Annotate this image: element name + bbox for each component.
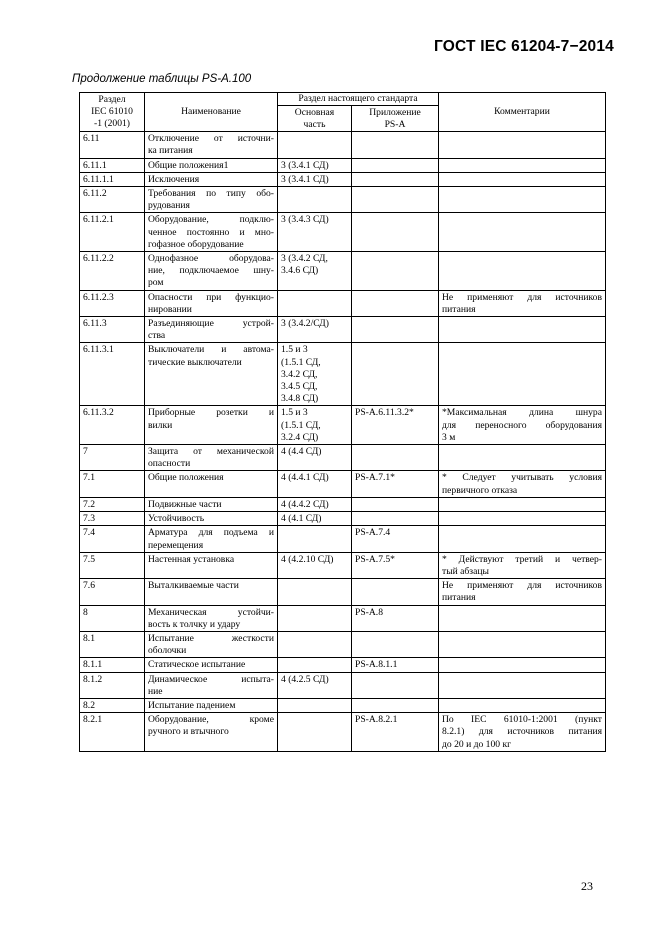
main-part-cell xyxy=(278,631,352,657)
name-cell xyxy=(145,512,278,526)
main-part-cell xyxy=(278,187,352,213)
main-part-cell-line: 4 (4.1 СД) xyxy=(281,513,322,525)
name-cell-line: Оборудование, кроме xyxy=(148,714,274,726)
annex-cell xyxy=(352,713,439,752)
name-cell xyxy=(145,526,278,552)
name-cell-line: вость к толчку и удару xyxy=(148,618,241,630)
name-cell-line: Арматура для подъема и xyxy=(148,527,274,539)
annex-cell xyxy=(352,317,439,343)
name-cell-line: Общие положения1 xyxy=(148,159,229,171)
main-part-cell-line: 3.4.2 СД, xyxy=(281,368,318,380)
main-part-cell-line: 4 (4.4.1 СД) xyxy=(281,472,329,484)
comment-cell xyxy=(439,406,606,445)
main-part-cell xyxy=(278,512,352,526)
name-cell-line: Приборные розетки и xyxy=(148,407,274,419)
name-cell xyxy=(145,658,278,672)
name-cell-line: Оборудование, подклю- xyxy=(148,214,274,226)
name-cell xyxy=(145,698,278,712)
name-cell-line: Защита от механической xyxy=(148,446,274,458)
section-cell-line: 7.6 xyxy=(83,580,95,592)
name-cell-line: Настенная установка xyxy=(148,553,235,565)
main-part-cell xyxy=(278,605,352,631)
table-row xyxy=(80,132,606,158)
section-cell-line: 6.11.3.1 xyxy=(83,344,114,356)
section-cell-line: 7.3 xyxy=(83,513,95,525)
annex-cell xyxy=(352,445,439,471)
section-cell xyxy=(80,512,145,526)
name-cell-line: гофазное оборудование xyxy=(148,238,244,250)
table-row xyxy=(80,631,606,657)
main-part-cell xyxy=(278,445,352,471)
main-part-cell-line: 4 (4.2.5 СД) xyxy=(281,673,329,685)
comment-cell xyxy=(439,158,606,172)
section-cell xyxy=(80,698,145,712)
header-annex: Приложение PS-A xyxy=(352,106,439,132)
section-cell-line: 8.1 xyxy=(83,632,95,644)
comment-cell-line: * Следует учитывать условия xyxy=(442,472,602,484)
table-row xyxy=(80,252,606,291)
name-cell xyxy=(145,343,278,406)
main-part-cell-line: 3 (3.4.1 СД) xyxy=(281,159,329,171)
section-cell xyxy=(80,552,145,578)
name-cell xyxy=(145,406,278,445)
header-standard-section-group: Раздел настоящего стандарта xyxy=(278,93,439,106)
section-cell-line: 6.11.1.1 xyxy=(83,173,114,185)
name-cell-line: рудования xyxy=(148,200,190,212)
section-cell-line: 7.1 xyxy=(83,472,95,484)
main-part-cell xyxy=(278,497,352,511)
comment-cell-line: * Действуют третий и четвер- xyxy=(442,553,602,565)
table-row xyxy=(80,526,606,552)
section-cell xyxy=(80,290,145,316)
annex-cell xyxy=(352,187,439,213)
main-part-cell-line: 4 (4.4 СД) xyxy=(281,446,322,458)
table-row xyxy=(80,406,606,445)
section-cell xyxy=(80,343,145,406)
name-cell xyxy=(145,672,278,698)
section-cell xyxy=(80,471,145,497)
table-body xyxy=(80,132,606,752)
table-row xyxy=(80,552,606,578)
section-cell xyxy=(80,579,145,605)
main-part-cell-line: 3 (3.4.1 СД) xyxy=(281,173,329,185)
comment-cell-line: первичного отказа xyxy=(442,484,518,496)
main-part-cell-line: (1.5.1 СД, xyxy=(281,356,321,368)
main-part-cell xyxy=(278,658,352,672)
name-cell-line: Динамическое испыта- xyxy=(148,673,274,685)
table-row xyxy=(80,605,606,631)
annex-cell xyxy=(352,252,439,291)
comment-cell xyxy=(439,552,606,578)
main-part-cell-line: 3 (3.4.3 СД) xyxy=(281,214,329,226)
annex-cell xyxy=(352,290,439,316)
annex-cell-line: PS-A.6.11.3.2* xyxy=(355,407,414,419)
annex-cell xyxy=(352,158,439,172)
main-part-cell xyxy=(278,290,352,316)
comment-cell-line: По IEC 61010-1:2001 (пункт xyxy=(442,714,602,726)
section-cell-line: 6.11.2.1 xyxy=(83,214,114,226)
name-cell-line: ние, подключаемое шну- xyxy=(148,265,274,277)
annex-cell xyxy=(352,471,439,497)
name-cell-line: перемещения xyxy=(148,539,204,551)
comment-cell xyxy=(439,213,606,252)
page-number: 23 xyxy=(581,879,593,893)
main-part-cell xyxy=(278,406,352,445)
header-section-ref: Раздел IEC 61010 -1 (2001) xyxy=(80,93,145,132)
section-cell-line: 7 xyxy=(83,446,88,458)
name-cell-line: Общие положения xyxy=(148,472,224,484)
comment-cell xyxy=(439,445,606,471)
main-part-cell-line: 3.4.6 СД) xyxy=(281,265,319,277)
annex-cell xyxy=(352,406,439,445)
table-row xyxy=(80,290,606,316)
name-cell xyxy=(145,445,278,471)
name-cell-line: Однофазное оборудова- xyxy=(148,253,274,265)
section-cell xyxy=(80,631,145,657)
main-part-cell xyxy=(278,698,352,712)
annex-cell xyxy=(352,698,439,712)
name-cell xyxy=(145,605,278,631)
main-part-cell-line: 4 (4.2.10 СД) xyxy=(281,553,334,565)
comment-cell-line: питания xyxy=(442,303,476,315)
main-part-cell-line: 4 (4.4.2 СД) xyxy=(281,498,329,510)
section-cell-line: 6.11.3.2 xyxy=(83,407,114,419)
annex-cell xyxy=(352,497,439,511)
name-cell-line: Разъединяющие устрой- xyxy=(148,318,274,330)
table-row xyxy=(80,698,606,712)
table-row xyxy=(80,713,606,752)
name-cell-line: Отключение от источни- xyxy=(148,133,274,145)
header-main-part: Основная часть xyxy=(278,106,352,132)
section-cell-line: 7.4 xyxy=(83,527,95,539)
name-cell xyxy=(145,713,278,752)
comment-cell-line: тый абзацы xyxy=(442,565,489,577)
name-cell-line: ства xyxy=(148,330,166,342)
name-cell xyxy=(145,317,278,343)
comment-cell xyxy=(439,343,606,406)
section-cell-line: 6.11.2.2 xyxy=(83,253,114,265)
main-part-cell xyxy=(278,471,352,497)
comment-cell xyxy=(439,471,606,497)
main-part-cell-line: 3 (3.4.2 СД, xyxy=(281,253,328,265)
name-cell-line: Испытание падением xyxy=(148,699,236,711)
annex-cell xyxy=(352,605,439,631)
comment-cell xyxy=(439,698,606,712)
comment-cell-line: питания xyxy=(442,592,476,604)
table-row xyxy=(80,471,606,497)
main-part-cell-line: 1.5 и 3 xyxy=(281,407,308,419)
annex-cell-line: PS-A.7.5* xyxy=(355,553,395,565)
table-row xyxy=(80,672,606,698)
section-cell xyxy=(80,317,145,343)
comment-cell xyxy=(439,290,606,316)
comment-cell xyxy=(439,512,606,526)
section-cell xyxy=(80,172,145,186)
name-cell-line: Опасности при функцио- xyxy=(148,291,274,303)
table-row xyxy=(80,343,606,406)
comment-cell xyxy=(439,658,606,672)
annex-cell xyxy=(352,213,439,252)
section-cell xyxy=(80,252,145,291)
main-part-cell xyxy=(278,552,352,578)
comment-cell-line: до 20 и до 100 кг xyxy=(442,738,512,750)
comment-cell-line: Не применяют для источников xyxy=(442,291,602,303)
comment-cell-line: 3 м xyxy=(442,431,456,443)
name-cell xyxy=(145,290,278,316)
comment-cell xyxy=(439,713,606,752)
comment-cell xyxy=(439,579,606,605)
section-cell-line: 8.2.1 xyxy=(83,714,103,726)
annex-cell xyxy=(352,343,439,406)
name-cell-line: Испытание жесткости xyxy=(148,632,274,644)
section-cell-line: 8.2 xyxy=(83,699,95,711)
annex-cell xyxy=(352,172,439,186)
name-cell-line: оболочки xyxy=(148,645,187,657)
table-row xyxy=(80,158,606,172)
name-cell-line: Статическое испытание xyxy=(148,659,246,671)
section-cell xyxy=(80,713,145,752)
annex-cell-line: PS-A.8.1.1 xyxy=(355,659,398,671)
section-cell xyxy=(80,132,145,158)
section-cell xyxy=(80,605,145,631)
comment-cell xyxy=(439,526,606,552)
name-cell-line: вилки xyxy=(148,419,173,431)
section-cell xyxy=(80,526,145,552)
section-cell-line: 6.11.2 xyxy=(83,188,107,200)
main-part-cell xyxy=(278,317,352,343)
main-part-cell xyxy=(278,213,352,252)
comment-cell xyxy=(439,631,606,657)
main-part-cell xyxy=(278,672,352,698)
comment-cell-line: 8.2.1) для источников питания xyxy=(442,726,602,738)
name-cell-line: тические выключатели xyxy=(148,356,242,368)
comment-cell xyxy=(439,672,606,698)
comment-cell xyxy=(439,187,606,213)
main-part-cell xyxy=(278,172,352,186)
comment-cell xyxy=(439,132,606,158)
annex-cell-line: PS-A.8.2.1 xyxy=(355,714,398,726)
main-part-cell-line: 1.5 и 3 xyxy=(281,344,308,356)
section-cell xyxy=(80,158,145,172)
name-cell-line: Устойчивость xyxy=(148,513,205,525)
name-cell xyxy=(145,471,278,497)
comment-cell-line: *Максимальная длина шнура xyxy=(442,407,602,419)
table-caption: Продолжение таблицы PS-A.100 xyxy=(72,73,252,85)
comment-cell xyxy=(439,252,606,291)
name-cell-line: ка питания xyxy=(148,145,193,157)
header-name: Наименование xyxy=(145,93,278,132)
document-header: ГОСТ IEC 61204-7−2014 xyxy=(434,38,614,55)
annex-cell-line: PS-A.7.1* xyxy=(355,472,395,484)
section-cell-line: 7.5 xyxy=(83,553,95,565)
name-cell-line: опасности xyxy=(148,458,191,470)
section-cell xyxy=(80,658,145,672)
section-cell-line: 7.2 xyxy=(83,498,95,510)
main-part-cell xyxy=(278,158,352,172)
name-cell-line: Механическая устойчи- xyxy=(148,606,274,618)
standards-table xyxy=(79,92,606,752)
annex-cell xyxy=(352,672,439,698)
table-row xyxy=(80,187,606,213)
main-part-cell-line: 3.2.4 СД) xyxy=(281,431,319,443)
main-part-cell xyxy=(278,713,352,752)
name-cell xyxy=(145,213,278,252)
table-row xyxy=(80,445,606,471)
annex-cell xyxy=(352,512,439,526)
main-part-cell-line: 3.4.8 СД) xyxy=(281,393,319,405)
name-cell xyxy=(145,187,278,213)
header-row-1 xyxy=(80,93,606,106)
name-cell-line: нировании xyxy=(148,303,192,315)
name-cell xyxy=(145,252,278,291)
main-part-cell xyxy=(278,343,352,406)
name-cell xyxy=(145,579,278,605)
name-cell xyxy=(145,552,278,578)
main-part-cell-line: 3 (3.4.2/СД) xyxy=(281,318,329,330)
main-part-cell xyxy=(278,132,352,158)
name-cell xyxy=(145,158,278,172)
section-cell xyxy=(80,213,145,252)
annex-cell-line: PS-A.7.4 xyxy=(355,527,391,539)
comment-cell-line: для переносного оборудования xyxy=(442,419,602,431)
table-row xyxy=(80,213,606,252)
comment-cell xyxy=(439,497,606,511)
main-part-cell-line: (1.5.1 СД, xyxy=(281,419,321,431)
name-cell-line: Требования по типу обо- xyxy=(148,188,274,200)
table-row xyxy=(80,512,606,526)
name-cell xyxy=(145,132,278,158)
annex-cell xyxy=(352,552,439,578)
header-comments: Комментарии xyxy=(439,93,606,132)
table-row xyxy=(80,497,606,511)
annex-cell-line: PS-A.8 xyxy=(355,606,383,618)
section-cell-line: 6.11.2.3 xyxy=(83,291,114,303)
section-cell-line: 6.11.1 xyxy=(83,159,107,171)
section-cell xyxy=(80,497,145,511)
name-cell-line: Исключения xyxy=(148,173,200,185)
annex-cell xyxy=(352,658,439,672)
annex-cell xyxy=(352,526,439,552)
name-cell-line: ром xyxy=(148,277,164,289)
table-row xyxy=(80,172,606,186)
table-row xyxy=(80,579,606,605)
section-cell xyxy=(80,672,145,698)
section-cell-line: 6.11 xyxy=(83,133,100,145)
comment-cell xyxy=(439,172,606,186)
comment-cell-line: Не применяют для источников xyxy=(442,580,602,592)
name-cell xyxy=(145,631,278,657)
section-cell-line: 8 xyxy=(83,606,88,618)
name-cell-line: Выключатели и автома- xyxy=(148,344,274,356)
main-part-cell-line: 3.4.5 СД, xyxy=(281,381,318,393)
name-cell xyxy=(145,172,278,186)
annex-cell xyxy=(352,579,439,605)
section-cell xyxy=(80,406,145,445)
name-cell-line: Подвижные части xyxy=(148,498,222,510)
comment-cell xyxy=(439,317,606,343)
name-cell-line: ченное постоянно и мно- xyxy=(148,226,274,238)
table-row xyxy=(80,658,606,672)
annex-cell xyxy=(352,132,439,158)
main-part-cell xyxy=(278,252,352,291)
section-cell-line: 8.1.1 xyxy=(83,659,103,671)
table-row xyxy=(80,317,606,343)
name-cell xyxy=(145,497,278,511)
name-cell-line: ручного и втычного xyxy=(148,726,229,738)
section-cell-line: 8.1.2 xyxy=(83,673,103,685)
name-cell-line: Выталкиваемые части xyxy=(148,580,239,592)
main-part-cell xyxy=(278,526,352,552)
name-cell-line: ние xyxy=(148,685,163,697)
main-part-cell xyxy=(278,579,352,605)
section-cell xyxy=(80,445,145,471)
section-cell xyxy=(80,187,145,213)
comment-cell xyxy=(439,605,606,631)
annex-cell xyxy=(352,631,439,657)
section-cell-line: 6.11.3 xyxy=(83,318,107,330)
